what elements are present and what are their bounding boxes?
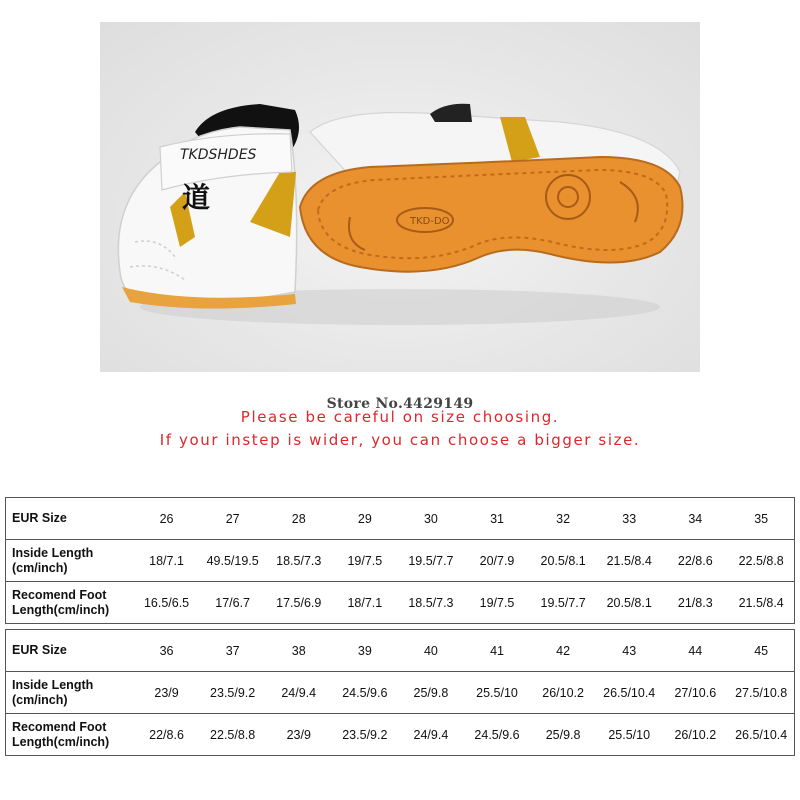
size-cell: 17.5/6.9 bbox=[266, 582, 332, 624]
size-cell: 39 bbox=[332, 630, 398, 672]
shoe-glyph: 道 bbox=[182, 181, 211, 214]
size-cell: 28 bbox=[266, 498, 332, 540]
size-cell: 21/8.3 bbox=[662, 582, 728, 624]
size-cell: 24/9.4 bbox=[266, 672, 332, 714]
size-cell: 43 bbox=[596, 630, 662, 672]
size-cell: 17/6.7 bbox=[200, 582, 266, 624]
size-cell: 36 bbox=[134, 630, 200, 672]
inside-length-row bbox=[6, 540, 795, 582]
shoes-illustration bbox=[100, 22, 700, 372]
size-cell: 24/9.4 bbox=[398, 714, 464, 756]
size-cell: 27 bbox=[200, 498, 266, 540]
size-cell: 22.5/8.8 bbox=[728, 540, 794, 582]
size-cell: 22.5/8.8 bbox=[200, 714, 266, 756]
sole-text: TKD-DO bbox=[410, 216, 450, 227]
product-photo bbox=[100, 22, 700, 372]
size-warning-line2: If your instep is wider, you can choose a bigger size. bbox=[159, 431, 641, 449]
size-cell: 32 bbox=[530, 498, 596, 540]
row-label: EUR Size bbox=[6, 630, 134, 672]
shoe-brand-text: TKDSHDES bbox=[180, 147, 257, 163]
row-label: Recomend Foot Length(cm/inch) bbox=[6, 582, 134, 624]
size-cell: 34 bbox=[662, 498, 728, 540]
size-cell: 26/10.2 bbox=[662, 714, 728, 756]
size-warning-line1: Please be careful on size choosing. bbox=[240, 408, 560, 426]
size-cell: 23/9 bbox=[266, 714, 332, 756]
size-cell: 24.5/9.6 bbox=[332, 672, 398, 714]
size-cell: 20.5/8.1 bbox=[530, 540, 596, 582]
row-label: Inside Length (cm/inch) bbox=[6, 672, 134, 714]
size-cell: 22/8.6 bbox=[662, 540, 728, 582]
size-cell: 25.5/10 bbox=[596, 714, 662, 756]
size-cell: 26 bbox=[134, 498, 200, 540]
size-cell: 23.5/9.2 bbox=[332, 714, 398, 756]
size-cell: 42 bbox=[530, 630, 596, 672]
size-cell: 30 bbox=[398, 498, 464, 540]
size-table-2 bbox=[5, 629, 795, 756]
size-cell: 41 bbox=[464, 630, 530, 672]
size-cell: 27/10.6 bbox=[662, 672, 728, 714]
size-cell: 20/7.9 bbox=[464, 540, 530, 582]
size-cell: 20.5/8.1 bbox=[596, 582, 662, 624]
size-cell: 18/7.1 bbox=[134, 540, 200, 582]
inside-length-row bbox=[6, 672, 795, 714]
size-cell: 31 bbox=[464, 498, 530, 540]
size-cell: 22/8.6 bbox=[134, 714, 200, 756]
size-cell: 37 bbox=[200, 630, 266, 672]
size-cell: 23/9 bbox=[134, 672, 200, 714]
foot-length-row bbox=[6, 582, 795, 624]
size-table-1 bbox=[5, 497, 795, 624]
size-cell: 18/7.1 bbox=[332, 582, 398, 624]
size-cell: 33 bbox=[596, 498, 662, 540]
eur-size-row bbox=[6, 630, 795, 672]
size-cell: 26/10.2 bbox=[530, 672, 596, 714]
size-cell: 29 bbox=[332, 498, 398, 540]
size-cell: 19.5/7.7 bbox=[398, 540, 464, 582]
size-cell: 18.5/7.3 bbox=[398, 582, 464, 624]
store-number: Store No.4429149 bbox=[326, 396, 474, 412]
size-cell: 16.5/6.5 bbox=[134, 582, 200, 624]
size-cell: 25/9.8 bbox=[530, 714, 596, 756]
size-cell: 25/9.8 bbox=[398, 672, 464, 714]
size-cell: 40 bbox=[398, 630, 464, 672]
size-cell: 27.5/10.8 bbox=[728, 672, 794, 714]
size-cell: 26.5/10.4 bbox=[596, 672, 662, 714]
size-cell: 35 bbox=[728, 498, 794, 540]
size-cell: 45 bbox=[728, 630, 794, 672]
size-cell: 19/7.5 bbox=[332, 540, 398, 582]
size-cell: 18.5/7.3 bbox=[266, 540, 332, 582]
size-cell: 25.5/10 bbox=[464, 672, 530, 714]
size-cell: 21.5/8.4 bbox=[596, 540, 662, 582]
size-cell: 38 bbox=[266, 630, 332, 672]
size-cell: 24.5/9.6 bbox=[464, 714, 530, 756]
size-cell: 49.5/19.5 bbox=[200, 540, 266, 582]
foot-length-row bbox=[6, 714, 795, 756]
row-label: Recomend Foot Length(cm/inch) bbox=[6, 714, 134, 756]
size-cell: 19.5/7.7 bbox=[530, 582, 596, 624]
size-cell: 44 bbox=[662, 630, 728, 672]
size-cell: 26.5/10.4 bbox=[728, 714, 794, 756]
row-label: Inside Length (cm/inch) bbox=[6, 540, 134, 582]
size-cell: 21.5/8.4 bbox=[728, 582, 794, 624]
size-cell: 23.5/9.2 bbox=[200, 672, 266, 714]
row-label: EUR Size bbox=[6, 498, 134, 540]
eur-size-row bbox=[6, 498, 795, 540]
size-cell: 19/7.5 bbox=[464, 582, 530, 624]
